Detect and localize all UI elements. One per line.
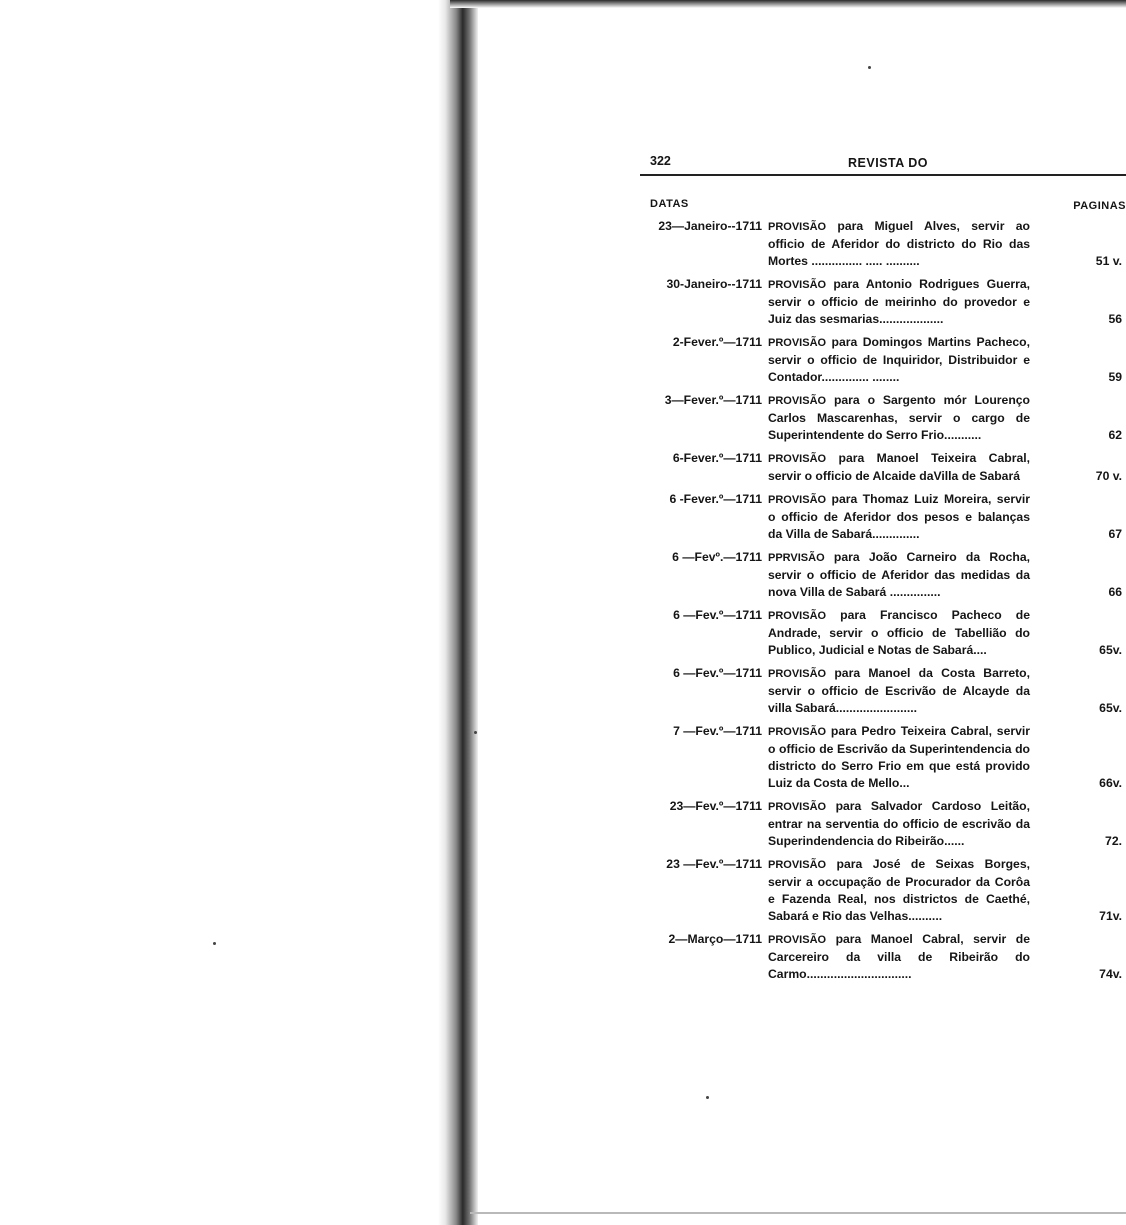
- entry-page: 70 v.: [1095, 469, 1122, 483]
- entry: [640, 491, 1126, 543]
- entry-text: [768, 450, 1030, 485]
- entry: [640, 276, 1126, 328]
- entry-page: 74v.: [1099, 967, 1122, 981]
- entry-date: 6 -Fever.º—1711: [669, 492, 762, 506]
- entry-keyword: PROVISÃO: [768, 934, 827, 946]
- entry: [640, 549, 1126, 601]
- entry-text: [768, 276, 1030, 328]
- entry-date: 23—Janeiro--1711: [658, 219, 762, 233]
- entry-description: para Manoel Cabral, servir de Carcereiro da villa de Ribeirão do Carmo...............................: [768, 932, 1030, 981]
- entry-text: [768, 931, 1030, 983]
- entry-description: para Francisco Pacheco de Andrade, servir o officio de Tabellião do Publico, Judicial e Notas de Sabará....: [768, 608, 1030, 657]
- entry-keyword: PROVISÃO: [768, 395, 827, 407]
- entry-page: 65v.: [1099, 643, 1122, 657]
- entry-page: 65v.: [1099, 701, 1122, 715]
- entry-date: 6-Fever.º—1711: [672, 451, 762, 465]
- entry-description: para o Sargento mór Lourenço Carlos Mascarenhas, servir o cargo de Superintendente do Serro Frio...........: [768, 393, 1030, 442]
- entry-keyword: PROVISÃO: [768, 279, 827, 291]
- entry: [640, 450, 1126, 485]
- entry-date: 6 —Fevº.—1711: [672, 550, 762, 564]
- entry-text: [768, 491, 1030, 543]
- entry-description: para Antonio Rodrigues Guerra, servir o officio de meirinho do provedor e Juiz das sesmarias...................: [768, 277, 1030, 326]
- page-top-shadow: [450, 0, 1126, 8]
- entry-text: [768, 392, 1030, 444]
- entry-keyword: PROVISÃO: [768, 668, 827, 680]
- entry-date: 6 —Fev.º—1711: [673, 608, 762, 622]
- entry-page: 51 v.: [1095, 254, 1122, 268]
- entry-text: [768, 549, 1030, 601]
- entry-date: 23—Fev.º—1711: [669, 799, 762, 813]
- entry-page: 62: [1108, 428, 1122, 442]
- entry-keyword: PROVISÃO: [768, 337, 827, 349]
- entry-description: para João Carneiro da Rocha, servir o officio de Aferidor das medidas da nova Villa de Sabará ...............: [768, 550, 1030, 599]
- page-content: [640, 150, 1126, 989]
- entry-date: 7 —Fev.º—1711: [673, 724, 762, 738]
- entry-keyword: PROVISÃO: [768, 494, 827, 506]
- entry-page: 56: [1108, 312, 1122, 326]
- entry-keyword: PROVISÃO: [768, 221, 827, 233]
- entry-keyword: PROVISÃO: [768, 726, 827, 738]
- print-speck: [213, 942, 216, 945]
- print-speck: [868, 66, 871, 69]
- entry: [640, 723, 1126, 792]
- dates-column-heading: DATAS: [650, 198, 689, 210]
- entry-date: 23 —Fev.º—1711: [666, 857, 762, 871]
- entry-text: [768, 607, 1030, 659]
- entry-keyword: PROVISÃO: [768, 859, 827, 871]
- page-number: 322: [650, 154, 671, 168]
- entry-date: 3—Fever.º—1711: [664, 393, 762, 407]
- entry-description: para Domingos Martins Pacheco, servir o officio de Inquiridor, Distribuidor e Contador.............. ........: [768, 335, 1030, 384]
- entry: [640, 218, 1126, 270]
- entry-keyword: PPRVISÃO: [768, 552, 825, 564]
- entry: [640, 798, 1126, 850]
- book-gutter-shadow: [438, 0, 478, 1225]
- entry-keyword: PROVISÃO: [768, 610, 827, 622]
- entry-description: para Miguel Alves, servir ao officio de Aferidor do districto do Rio das Mortes ............... ..... ..........: [768, 219, 1030, 268]
- page-bottom-edge: [470, 1212, 1126, 1214]
- entry-text: [768, 334, 1030, 386]
- entry: [640, 931, 1126, 983]
- entry: [640, 334, 1126, 386]
- entry-text: [768, 218, 1030, 270]
- running-head: [640, 150, 1126, 176]
- entry-keyword: PROVISÃO: [768, 801, 827, 813]
- pages-column-heading: PAGINAS: [1073, 200, 1126, 212]
- entry-description: para Manoel da Costa Barreto, servir o officio de Escrivão de Alcayde da villa Sabará........................: [768, 666, 1030, 715]
- entry: [640, 665, 1126, 717]
- left-page-blank: [0, 0, 452, 1225]
- entry-keyword: PROVISÃO: [768, 453, 827, 465]
- entry-list: [640, 218, 1126, 983]
- entry-page: 72.: [1105, 834, 1122, 848]
- entry-description: para Thomaz Luiz Moreira, servir o officio de Aferidor dos pesos e balanças da Villa de Sabará..............: [768, 492, 1030, 541]
- entry-date: 6 —Fev.º—1711: [673, 666, 762, 680]
- entry-text: [768, 723, 1030, 792]
- entry-date: 2-Fever.º—1711: [672, 335, 762, 349]
- entry-description: para Manoel Teixeira Cabral, servir o officio de Alcaide daVilla de Sabará: [768, 451, 1031, 483]
- entry-description: para Salvador Cardoso Leitão, entrar na serventia do officio de escrivão da Superindendencia do Ribeirão......: [768, 799, 1030, 848]
- entry-description: para Pedro Teixeira Cabral, servir o officio de Escrivão da Superintendencia do districto do Serro Frio em que está provido Luiz da Costa de Mello...: [768, 724, 1030, 790]
- entry-text: [768, 856, 1030, 925]
- entry-page: 66v.: [1099, 776, 1122, 790]
- entry-description: para José de Seixas Borges, servir a occupação de Procurador da Corôa e Fazenda Real, nos districtos de Caethé, Sabará e Rio das Velhas..........: [768, 857, 1030, 923]
- entry-text: [768, 665, 1030, 717]
- entry-page: 67: [1108, 527, 1122, 541]
- entry: [640, 856, 1126, 925]
- entry-page: 66: [1108, 585, 1122, 599]
- print-speck: [474, 731, 477, 734]
- entry: [640, 607, 1126, 659]
- journal-title: REVISTA DO: [848, 156, 929, 170]
- entry-date: 2—Março—1711: [668, 932, 762, 946]
- print-speck: [706, 1096, 709, 1099]
- entry: [640, 392, 1126, 444]
- entry-page: 59: [1108, 370, 1122, 384]
- column-headings: [640, 176, 1126, 212]
- entry-date: 30-Janeiro--1711: [666, 277, 762, 291]
- entry-text: [768, 798, 1030, 850]
- entry-page: 71v.: [1099, 909, 1122, 923]
